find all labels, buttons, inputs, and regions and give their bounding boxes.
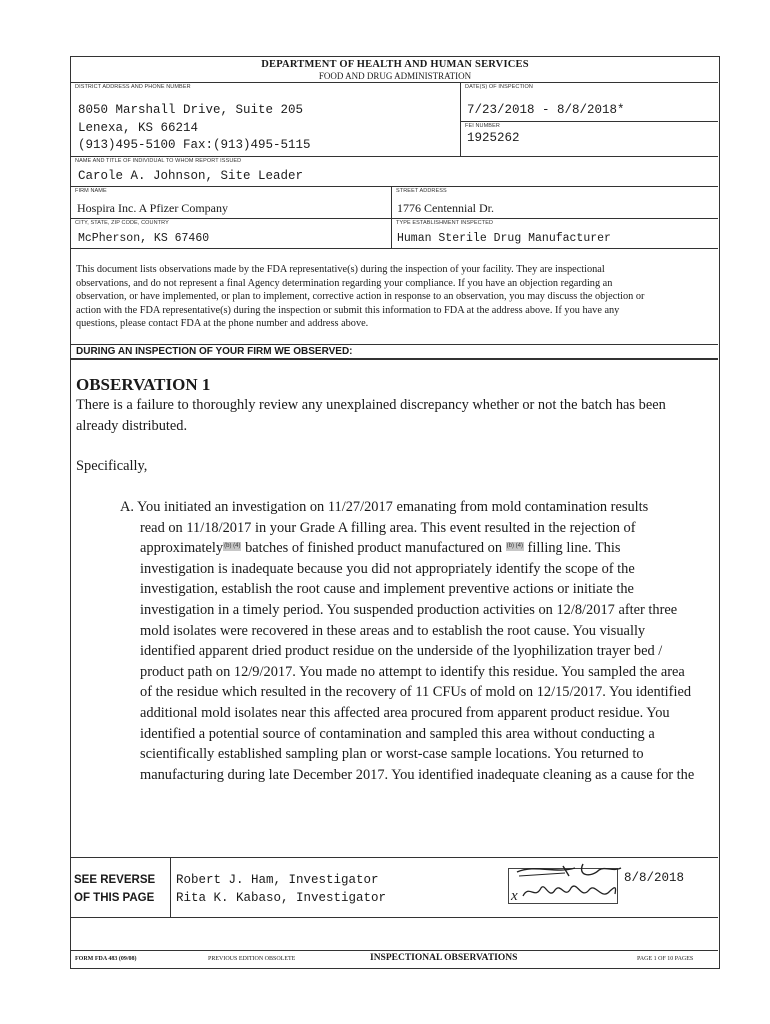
department-title: DEPARTMENT OF HEALTH AND HUMAN SERVICES — [261, 59, 529, 70]
handwritten-signature — [505, 860, 625, 906]
disclaimer-line: action with the FDA representative(s) during the inspection or submit this information to FDA at the address above. If you have any — [76, 304, 620, 316]
fei-number: 1925262 — [467, 131, 520, 145]
agency-title: FOOD AND DRUG ADMINISTRATION — [318, 71, 472, 81]
item-text: approximately — [140, 540, 224, 557]
district-address-line2: Lenexa, KS 66214 — [78, 121, 199, 135]
form-number: FORM FDA 483 (09/08) — [75, 956, 137, 962]
employee-name: Robert J. Ham, Investigator — [176, 873, 379, 887]
disclaimer-line: observations, and do not represent a final Agency determination regarding your compliance. If you have an objection regarding an — [76, 277, 613, 289]
item-line: investigation in a timely period. You suspended production activities on 12/8/2017 after three — [140, 601, 678, 618]
disclaimer-line: questions, please contact FDA at the phone number and address above. — [76, 318, 369, 330]
item-text: filling line. This — [523, 540, 621, 557]
city-caption: CITY, STATE, ZIP CODE, COUNTRY — [75, 220, 169, 226]
item-line: scientifically established sampling plan or worst-case sample locations. You returned to — [140, 746, 644, 763]
inspection-dates: 7/23/2018 - 8/8/2018* — [467, 103, 625, 117]
disclaimer-line: This document lists observations made by the FDA representative(s) during the inspection of your facility. They are inspectional — [76, 264, 605, 275]
establishment-type: Human Sterile Drug Manufacturer — [397, 232, 611, 245]
street-address: 1776 Centennial Dr. — [397, 201, 494, 215]
employee-name: Rita K. Kabaso, Investigator — [176, 891, 387, 905]
form-type-title: INSPECTIONAL OBSERVATIONS — [370, 953, 518, 963]
recipient-name: Carole A. Johnson, Site Leader — [78, 169, 304, 183]
district-caption: DISTRICT ADDRESS AND PHONE NUMBER — [75, 84, 191, 90]
item-line: identified a potential source of contamination and sampled this area without conducting a — [140, 725, 655, 742]
item-text: batches of finished product manufactured on — [241, 540, 506, 557]
firm-name-caption: FIRM NAME — [75, 188, 107, 194]
item-line: manufacturing during late December 2017. You identified inadequate cleaning as a cause for the — [140, 766, 695, 783]
observation-summary — [76, 395, 716, 436]
observation-item-a — [120, 497, 718, 785]
summary-line: already distributed. — [76, 417, 188, 434]
type-caption: TYPE ESTABLISHMENT INSPECTED — [396, 220, 494, 226]
see-reverse-label — [74, 871, 155, 907]
item-line: identified apparent dried product residue on the underside of the lyophilization trayer bed / — [140, 643, 663, 660]
fei-caption: FEI NUMBER — [465, 123, 500, 129]
specifically-label: Specifically, — [76, 458, 148, 474]
issue-date: 8/8/2018 — [624, 871, 685, 885]
item-line: read on 11/18/2017 in your Grade A filling area. This event resulted in the rejection of — [140, 519, 636, 536]
recipient-caption: NAME AND TITLE OF INDIVIDUAL TO WHOM REPORT ISSUED — [75, 158, 242, 164]
employee-names — [176, 871, 386, 907]
item-line-redacted — [120, 538, 718, 559]
see-reverse-line: SEE REVERSE — [74, 874, 156, 886]
page-number: PAGE 1 OF 10 PAGES — [637, 956, 694, 962]
item-line: investigation is inadequate because you did not appropriately identify the scope of the — [140, 560, 635, 577]
item-line: A. You initiated an investigation on 11/27/2017 emanating from mold contamination results — [120, 499, 649, 515]
district-address-line1: 8050 Marshall Drive, Suite 205 — [78, 103, 304, 117]
redaction-mark: (b) (4) — [506, 543, 523, 550]
city-state-zip: McPherson, KS 67460 — [78, 232, 210, 245]
svg-text:x: x — [511, 888, 518, 904]
observation-title: OBSERVATION 1 — [76, 375, 211, 394]
summary-line: There is a failure to thoroughly review any unexplained discrepancy whether or not the batch has been — [76, 397, 666, 413]
firm-name: Hospira Inc. A Pfizer Company — [77, 201, 228, 215]
disclaimer-line: observation, or have implemented, or plan to implement, corrective action in response to an observation, you may discuss the objection or — [76, 291, 645, 303]
item-line: product path on 12/9/2017. You made no attempt to identify this residue. You sampled the area — [140, 663, 685, 680]
item-line: additional mold isolates near this affected area procured from apparent product residue. You — [140, 704, 670, 721]
district-phone-fax: (913)495-5100 Fax:(913)495-5115 — [78, 138, 311, 152]
see-reverse-line: OF THIS PAGE — [74, 892, 155, 904]
item-line: investigation, establish the root cause and implement preventive actions or initiate the — [140, 581, 634, 598]
redaction-mark: (b) (4) — [224, 543, 241, 550]
disclaimer — [76, 263, 716, 331]
observed-heading: DURING AN INSPECTION OF YOUR FIRM WE OBSERVED: — [76, 346, 353, 357]
street-caption: STREET ADDRESS — [396, 188, 447, 194]
item-line: mold isolates were recovered in these areas and to establish the root cause. You visually — [140, 622, 646, 639]
dates-caption: DATE(S) OF INSPECTION — [465, 84, 534, 90]
previous-edition: PREVIOUS EDITION OBSOLETE — [208, 956, 296, 962]
item-line: of the residue which resulted in the recovery of 11 CFUs of mold on 12/15/2017. You identified — [140, 684, 692, 701]
